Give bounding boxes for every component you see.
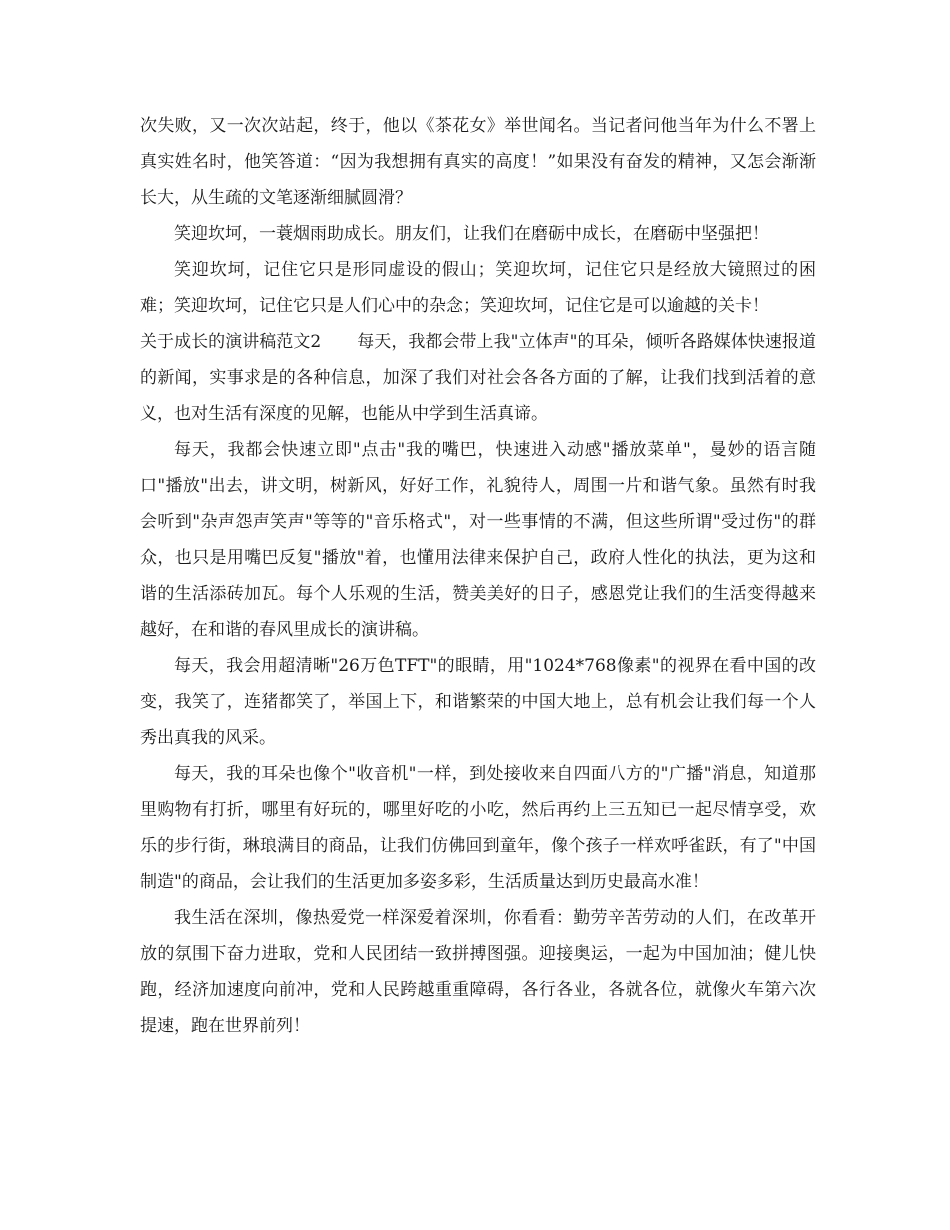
document-body [140,108,816,1044]
paragraph-1: 次失败，又一次次站起，终于，他以《茶花女》举世闻名。当记者问他当年为什么不署上真实姓名时，他笑答道：“因为我想拥有真实的高度！”如果没有奋发的精神，又怎会渐渐长大，从生疏的文笔逐渐细腻圆滑？ [140,116,816,208]
paragraph-2: 笑迎坎坷，一蓑烟雨助成长。朋友们，让我们在磨砺中成长，在磨砺中坚强把！ [174,224,769,244]
paragraph-7: 每天，我的耳朵也像个"收音机"一样，到处接收来自四面八方的"广播"消息，知道那里购物有打折，哪里有好玩的，哪里好吃的小吃，然后再约上三五知已一起尽情享受，欢乐的步行街，琳琅满目的商品，让我们仿佛回到童年，像个孩子一样欢呼雀跃，有了"中国制造"的商品，会让我们的生活更加多姿多彩，生活质量达到历史最高水准！ [140,764,816,892]
section-2-intro-text: 每天，我都会带上我"立体声"的耳朵，倾听各路媒体快速报道的新闻，实事求是的各种信息，加深了我们对社会各各方面的了解，让我们找到活着的意义，也对生活有深度的见解，也能从中学到生活真谛。 [140,332,816,424]
paragraph-6: 每天，我会用超清晰"26万色TFT"的眼睛，用"1024*768像素"的视界在看中国的改变，我笑了，连猪都笑了，举国上下，和谐繁荣的中国大地上，总有机会让我们每一个人秀出真我的风采。 [140,656,816,748]
paragraph-3: 笑迎坎坷，记住它只是形同虚设的假山；笑迎坎坷，记住它只是经放大镜照过的困难；笑迎坎坷，记住它只是人们心中的杂念；笑迎坎坷，记住它是可以逾越的关卡！ [140,260,816,316]
section-title: 关于成长的演讲稿范文2 [140,332,322,352]
paragraph-8: 我生活在深圳，像热爱党一样深爱着深圳，你看看：勤劳辛苦劳动的人们，在改革开放的氛围下奋力进取，党和人民团结一致拼搏图强。迎接奥运，一起为中国加油；健儿快跑，经济加速度向前冲，党和人民跨越重重障碍，各行各业，各就各位，就像火车第六次提速，跑在世界前列！ [140,908,816,1036]
paragraph-5: 每天，我都会快速立即"点击"我的嘴巴，快速进入动感"播放菜单"，曼妙的语言随口"播放"出去，讲文明，树新风，好好工作，礼貌待人，周围一片和谐气象。虽然有时我会听到"杂声怨声笑声"等等的"音乐格式"，对一些事情的不满，但这些所谓"受过伤"的群众，也只是用嘴巴反复"播放"着，也懂用法律来保护自己，政府人性化的执法，更为这和谐的生活添砖加瓦。每个人乐观的生活，赞美美好的日子，感恩党让我们的生活变得越来越好，在和谐的春风里成长的演讲稿。 [140,440,816,640]
section-2-first-paragraph [140,324,816,432]
